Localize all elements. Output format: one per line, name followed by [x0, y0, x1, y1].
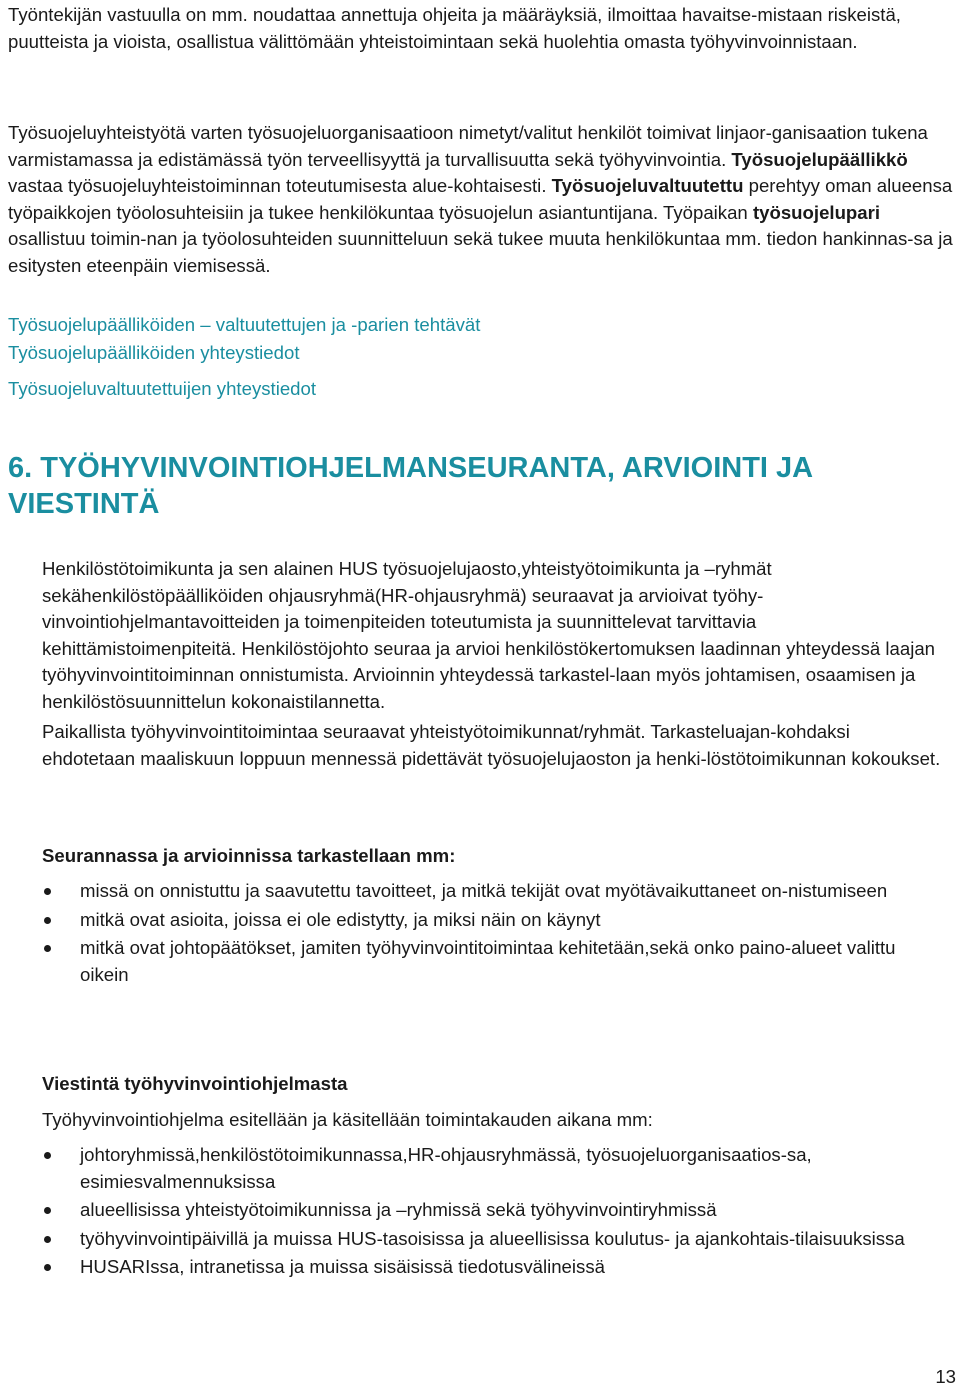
term-tyosuojeluvaltuutettu: Työsuojeluvaltuutettu — [551, 175, 744, 196]
term-tyosuojelupaallikko: Työsuojelupäällikkö — [731, 148, 908, 170]
cooperation-text-3: perehtyy oman alueensa työpaikkojen työolosuhteisiin ja tukee henkilökuntaa työsuojelun asiantuntijana. Työpaikan — [8, 175, 953, 223]
term-tyosuojelupari: työsuojelupari — [752, 201, 881, 223]
communication-intro: Työhyvinvointiohjelma esitellään ja käsitellään toimintakauden aikana mm: — [42, 1109, 653, 1130]
link-roles[interactable]: Työsuojelupäälliköiden – valtuutettujen ja -parien tehtävät — [8, 314, 481, 335]
list-item — [42, 935, 948, 988]
bullet-icon — [44, 1152, 51, 1159]
list-item-text: johtoryhmissä,henkilöstötoimikunnassa,HR-ohjausryhmässä, työsuojeluorganisaatios-sa, esimiesvalmennuksissa — [80, 1144, 812, 1192]
list-item — [42, 1254, 948, 1281]
page-number: 13 — [935, 1366, 956, 1387]
monitoring-paragraph-2: Paikallista työhyvinvointitoimintaa seuraavat yhteistyötoimikunnat/ryhmät. Tarkasteluajan-kohdaksi ehdotetaan maaliskuun loppuun mennessä pidettävät työsuojelujaoston ja henki-löstötoimikunnan kokoukset. — [42, 721, 941, 769]
bullet-icon — [44, 945, 51, 952]
list-item — [42, 1197, 948, 1224]
bullet-icon — [44, 888, 51, 895]
cooperation-text-2: vastaa työsuojeluyhteistoiminnan toteutumisesta alue-kohtaisesti. — [8, 175, 552, 196]
bullet-icon — [44, 1236, 51, 1243]
communication-list — [42, 1142, 948, 1281]
cooperation-text-4: osallistuu toimin-nan ja työolosuhteiden suunnitteluun sekä tukee muuta henkilökuntaa mm. tiedon hankinnas-sa ja esitysten eteenpäin viemisessä. — [8, 228, 953, 276]
list-item-text: HUSARIssa, intranetissa ja muissa sisäisissä tiedotusvälineissä — [80, 1256, 605, 1277]
bullet-icon — [44, 917, 51, 924]
list-item-text: työhyvinvointipäivillä ja muissa HUS-tasoisissa ja alueellisissa koulutus- ja ajankohtais-tilaisuuksissa — [80, 1227, 905, 1249]
intro-paragraph: Työntekijän vastuulla on mm. noudattaa annettuja ohjeita ja määräyksiä, ilmoittaa havaitse-mistaan riskeistä, puutteista ja vioista, osallistua välittömään yhteistoimintaan sekä huolehtia omasta työhyvinvoinnistaan. — [8, 4, 901, 52]
list-item — [42, 1226, 948, 1253]
list-item — [42, 878, 948, 905]
monitoring-list — [42, 878, 948, 988]
cooperation-text-1: Työsuojeluyhteistyötä varten työsuojeluorganisaatioon nimetyt/valitut henkilöt toimivat linjaor-ganisaation tukena varmistamassa ja edistämässä työn terveellisyyttä ja turvallisuutta sekä työhyvinvointia. — [8, 122, 928, 170]
bullet-icon — [44, 1207, 51, 1214]
link-managers-contacts[interactable]: Työsuojelupäälliköiden yhteystiedot — [8, 342, 300, 363]
cooperation-paragraph — [8, 120, 953, 279]
list-item — [42, 907, 948, 934]
monitoring-paragraph-1: Henkilöstötoimikunta ja sen alainen HUS työsuojelujaosto,yhteistyötoimikunta ja –ryhmät sekähenkilöstöpäälliköiden ohjausryhmä(HR-ohjausryhmä) seuraavat ja arvioivat työhy-vinvointiohjelmantavoitteiden ja toimenpiteiden toteutumista ja suunnittelevat tarvittavia kehittämistoimenpiteitä. Henkilöstöjohto seuraa ja arvioi henkilöstökertomuksen laadinnan yhteydessä laajan työhyvinvointitoiminnan onnistumista. Arvioinnin yhteydessä tarkastel-laan myös johtamisen, osaamisen ja henkilöstösuunnittelun kokonaistilannetta. — [42, 558, 936, 712]
list-item-text: mitkä ovat johtopäätökset, jamiten työhyvinvointitoimintaa kehitetään,sekä onko paino-alueet valittu oikein — [80, 937, 896, 985]
section-title: 6. TYÖHYVINVOINTIOHJELMANSEURANTA, ARVIOINTI JA VIESTINTÄ — [8, 452, 813, 520]
monitoring-heading: Seurannassa ja arvioinnissa tarkastellaan mm: — [42, 845, 456, 866]
communication-heading: Viestintä työhyvinvointiohjelmasta — [42, 1073, 348, 1094]
list-item — [42, 1142, 948, 1195]
list-item-text: mitkä ovat asioita, joissa ei ole edistytty, ja miksi näin on käynyt — [80, 908, 601, 930]
list-item-text: missä on onnistuttu ja saavutettu tavoitteet, ja mitkä tekijät ovat myötävaikuttaneet on-nistumiseen — [80, 880, 888, 901]
link-delegates-contacts[interactable]: Työsuojeluvaltuutettuijen yhteystiedot — [8, 378, 317, 399]
bullet-icon — [44, 1264, 51, 1271]
list-item-text: alueellisissa yhteistyötoimikunnissa ja –ryhmissä sekä työhyvinvointiryhmissä — [80, 1199, 717, 1220]
